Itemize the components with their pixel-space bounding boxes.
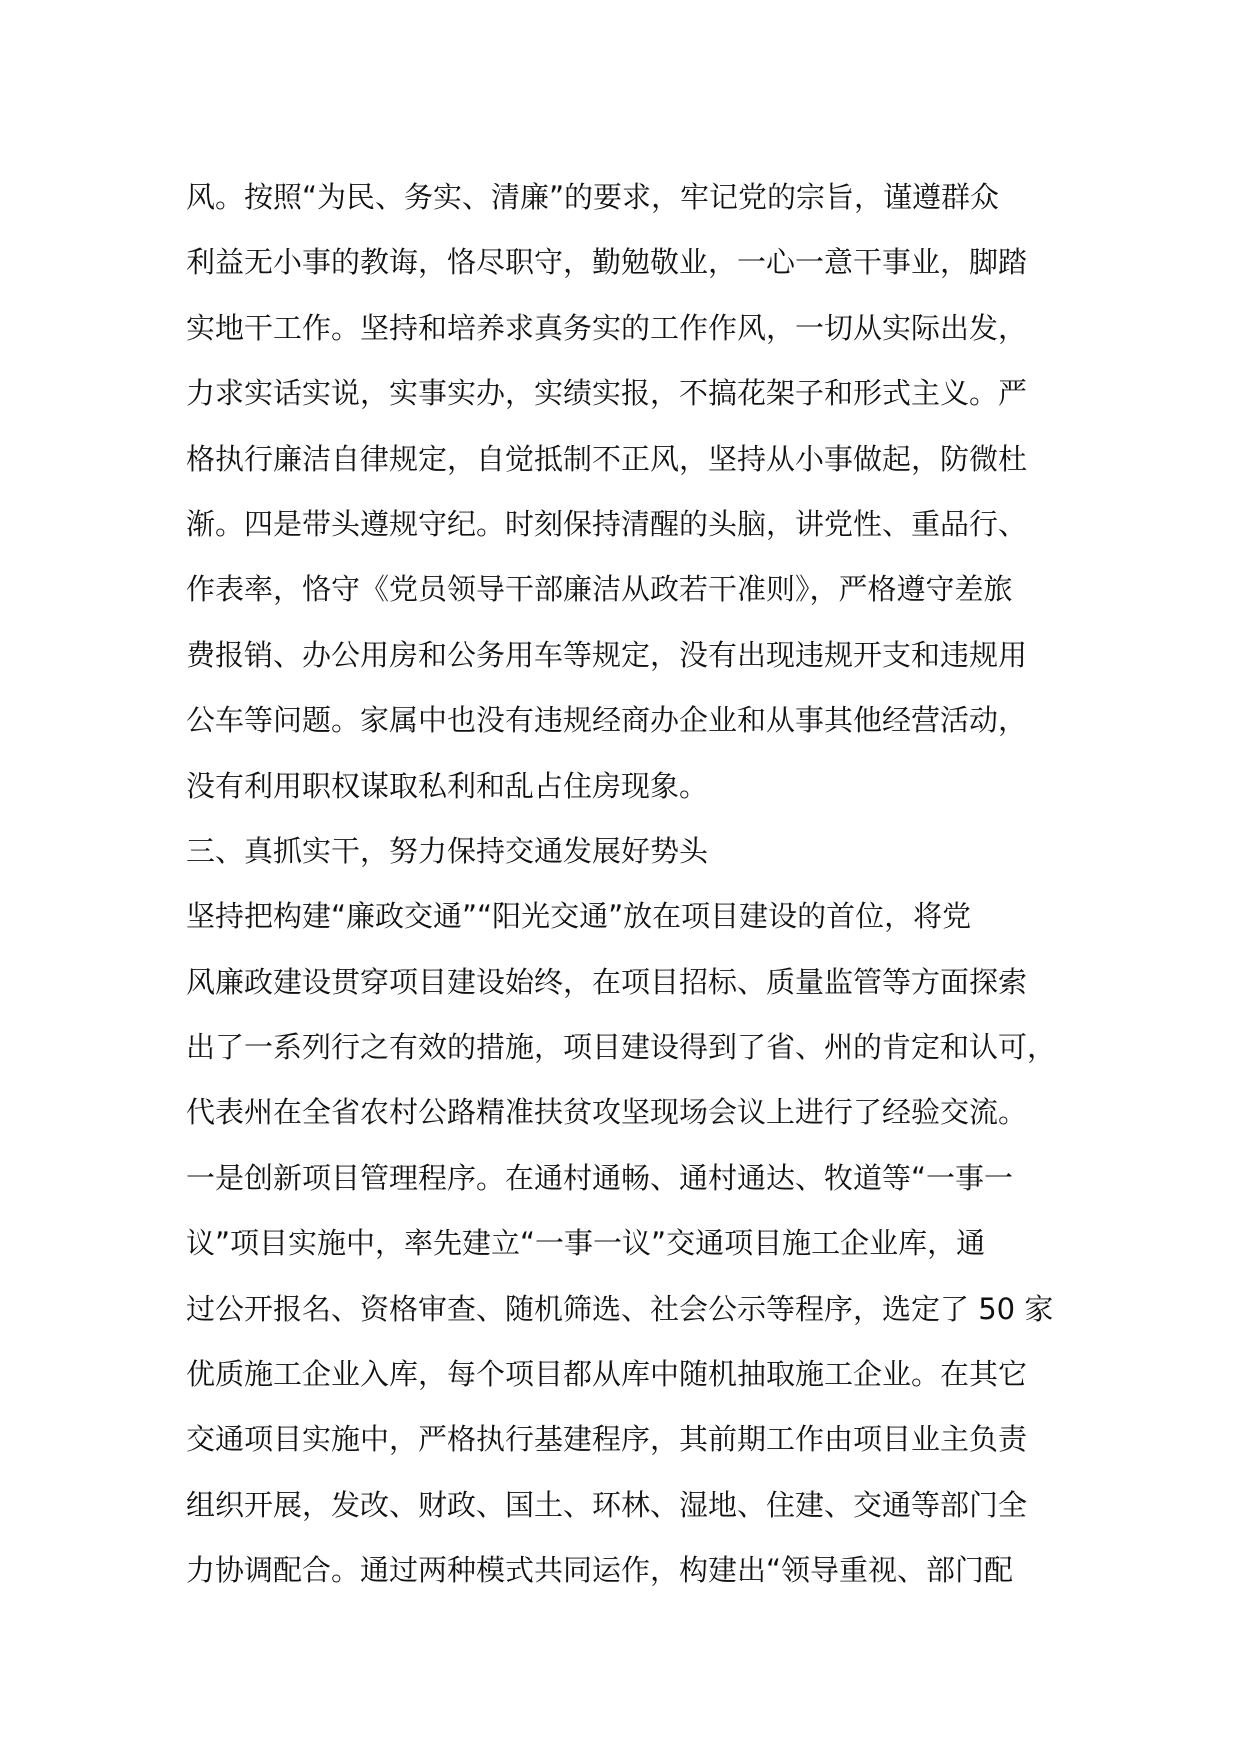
text-line: 议”项目实施中，率先建立“一事一议”交通项目施工企业库，通 <box>186 1226 986 1261</box>
body-text <box>186 165 1086 1604</box>
text-line: 优质施工企业入库，每个项目都从库中随机抽取施工企业。在其它 <box>186 1357 1028 1392</box>
text-line: 组织开展，发改、财政、国土、环林、湿地、住建、交通等部门全 <box>186 1487 1028 1522</box>
text-line: 力协调配合。通过两种模式共同运作，构建出“领导重视、部门配 <box>186 1553 1014 1588</box>
text-line: 过公开报名、资格审查、随机筛选、社会公示等程序，选定了 50 家 <box>186 1291 1054 1326</box>
section-heading: 三、真抓实干，努力保持交通发展好势头 <box>186 833 709 868</box>
text-line: 一是创新项目管理程序。在通村通畅、通村通达、牧道等“一事一 <box>186 1160 1014 1195</box>
text-line: 交通项目实施中，严格执行基建程序，其前期工作由项目业主负责 <box>186 1422 1028 1457</box>
text-line: 坚持把构建“廉政交通”“阳光交通”放在项目建设的首位，将党 <box>186 899 972 934</box>
text-line: 渐。四是带头遵规守纪。时刻保持清醒的头脑，讲党性、重品行、 <box>186 506 1028 541</box>
text-line: 没有利用职权谋取私利和乱占住房现象。 <box>186 768 709 803</box>
text-line: 出了一系列行之有效的措施，项目建设得到了省、州的肯定和认可， <box>186 1030 1057 1065</box>
text-line: 作表率，恪守《党员领导干部廉洁从政若干准则》，严格遵守差旅 <box>186 572 1013 607</box>
text-line: 利益无小事的教诲，恪尽职守，勤勉敬业，一心一意干事业，脚踏 <box>186 245 1028 280</box>
text-line: 格执行廉洁自律规定，自觉抵制不正风，坚持从小事做起，防微杜 <box>186 441 1028 476</box>
text-line: 力求实话实说，实事实办，实绩实报，不搞花架子和形式主义。严 <box>186 376 1028 411</box>
text-line: 代表州在全省农村公路精准扶贫攻坚现场会议上进行了经验交流。 <box>186 1095 1028 1130</box>
text-line: 实地干工作。坚持和培养求真务实的工作作风，一切从实际出发， <box>186 310 1028 345</box>
text-line: 费报销、办公用房和公务用车等规定，没有出现违规开支和违规用 <box>186 637 1028 672</box>
text-line: 公车等问题。家属中也没有违规经商办企业和从事其他经营活动， <box>186 703 1028 738</box>
text-line: 风。按照“为民、务实、清廉”的要求，牢记党的宗旨，谨遵群众 <box>186 180 1000 214</box>
text-line: 风廉政建设贯穿项目建设始终，在项目招标、质量监管等方面探索 <box>186 964 1028 999</box>
